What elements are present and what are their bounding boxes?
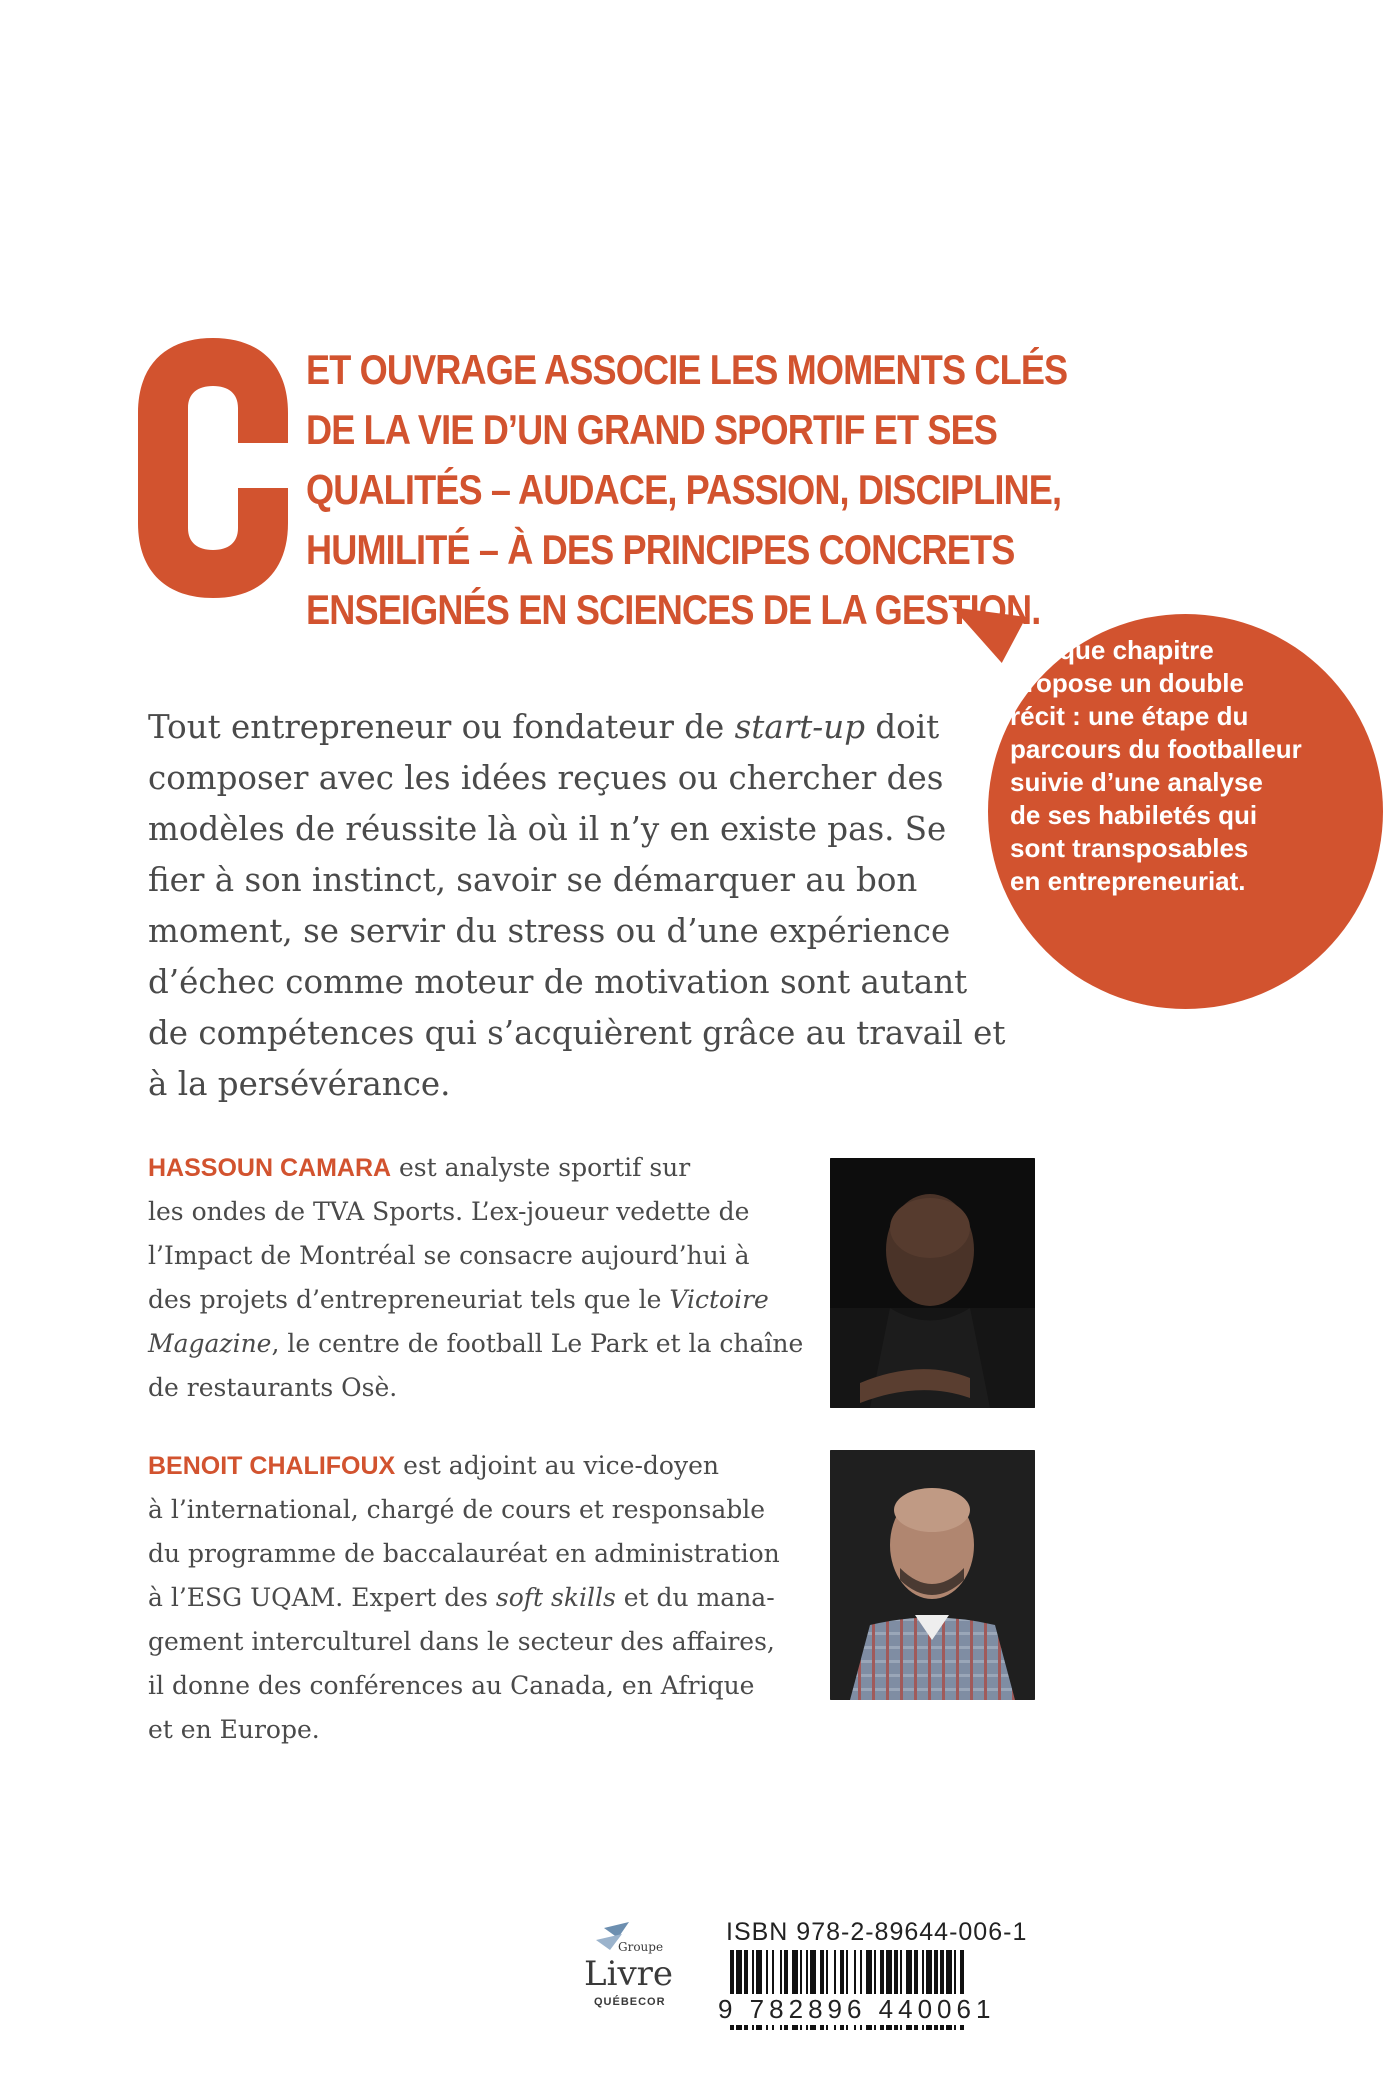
bubble-line: en entrepreneuriat. <box>1010 866 1246 896</box>
bio-line: à l’international, chargé de cours et responsable <box>148 1495 766 1524</box>
body-italic: start-up <box>734 708 866 746</box>
bio-italic: soft skills <box>495 1583 616 1612</box>
body-line: composer avec les idées reçues ou chercher des <box>148 759 944 797</box>
barcode-digits: 9 782896 440061 <box>716 1994 1054 2025</box>
body-line: d’échec comme moteur de motivation sont autant <box>148 963 968 1001</box>
lead-line: ENSEIGNÉS EN SCIENCES DE LA GESTION. <box>306 586 1041 633</box>
drop-cap-letter <box>138 338 288 598</box>
publisher-livre: Livre <box>584 1954 674 1994</box>
bio-line: et en Europe. <box>148 1715 320 1744</box>
author-photo-camara <box>830 1158 1035 1408</box>
lead-line: ET OUVRAGE ASSOCIE LES MOMENTS CLÉS <box>306 346 1068 393</box>
body-paragraph <box>148 702 1006 1110</box>
bio-italic: Victoire <box>669 1285 769 1314</box>
bio-line <box>148 1322 808 1366</box>
bio-line <box>148 1576 808 1620</box>
body-line: à la persévérance. <box>148 1065 451 1103</box>
author-name: HASSOUN CAMARA <box>148 1154 392 1182</box>
lead-line: HUMILITÉ – À DES PRINCIPES CONCRETS <box>306 526 1015 573</box>
bio-text: des projets d’entrepreneuriat tels que le <box>148 1285 670 1314</box>
bio-text: est analyste sportif sur <box>391 1153 691 1182</box>
bio-text: est adjoint au vice-doyen <box>395 1451 719 1480</box>
bio-text: , le centre de football Le Park et la chaîne <box>271 1329 804 1358</box>
body-text: doit <box>865 708 940 746</box>
bio-line <box>148 1146 808 1190</box>
bubble-line: sont transposables <box>1010 833 1249 863</box>
author-bio-camara <box>148 1146 808 1410</box>
body-line: fier à son instinct, savoir se démarquer au bon <box>148 861 918 899</box>
bubble-line: récit : une étape du <box>1010 701 1249 731</box>
bio-line <box>148 1278 808 1322</box>
bubble-line: propose un double <box>1010 668 1244 698</box>
publisher-groupe: Groupe <box>618 1940 664 1954</box>
body-line <box>148 702 948 753</box>
bio-text: à l’ESG UQAM. Expert des <box>148 1583 496 1612</box>
lead-paragraph <box>306 340 1068 640</box>
speech-bubble-text <box>1010 634 1350 898</box>
bio-line: il donne des conférences au Canada, en Afrique <box>148 1671 755 1700</box>
lead-line: DE LA VIE D’UN GRAND SPORTIF ET SES <box>306 406 998 453</box>
bubble-line: suivie d’une analyse <box>1010 767 1263 797</box>
author-bio-chalifoux <box>148 1444 808 1752</box>
bio-italic: Magazine <box>148 1329 272 1358</box>
body-line: modèles de réussite là où il n’y en existe pas. Se <box>148 810 947 848</box>
author-name: BENOIT CHALIFOUX <box>148 1452 396 1480</box>
body-line: moment, se servir du stress ou d’une expérience <box>148 912 951 950</box>
bubble-line: parcours du footballeur <box>1010 734 1302 764</box>
bio-line: gement interculturel dans le secteur des affaires, <box>148 1627 775 1656</box>
bio-line: de restaurants Osè. <box>148 1373 398 1402</box>
bio-line: les ondes de TVA Sports. L’ex-joueur vedette de <box>148 1197 750 1226</box>
bubble-line: Chaque chapitre <box>1010 635 1214 665</box>
body-line: de compétences qui s’acquièrent grâce au travail et <box>148 1014 1006 1052</box>
lead-line: QUALITÉS – AUDACE, PASSION, DISCIPLINE, <box>306 466 1062 513</box>
bio-line <box>148 1444 808 1488</box>
body-text: Tout entrepreneur ou fondateur de <box>148 708 735 746</box>
bubble-line: de ses habiletés qui <box>1010 800 1258 830</box>
publisher-quebecor: QUÉBECOR <box>594 1996 666 2008</box>
isbn-label: ISBN 978-2-89644-006-1 <box>726 1918 1028 1946</box>
bio-line: du programme de baccalauréat en administration <box>148 1539 780 1568</box>
bio-text: et du mana- <box>615 1583 775 1612</box>
bio-line: l’Impact de Montréal se consacre aujourd’hui à <box>148 1241 750 1270</box>
author-photo-chalifoux <box>830 1450 1035 1700</box>
